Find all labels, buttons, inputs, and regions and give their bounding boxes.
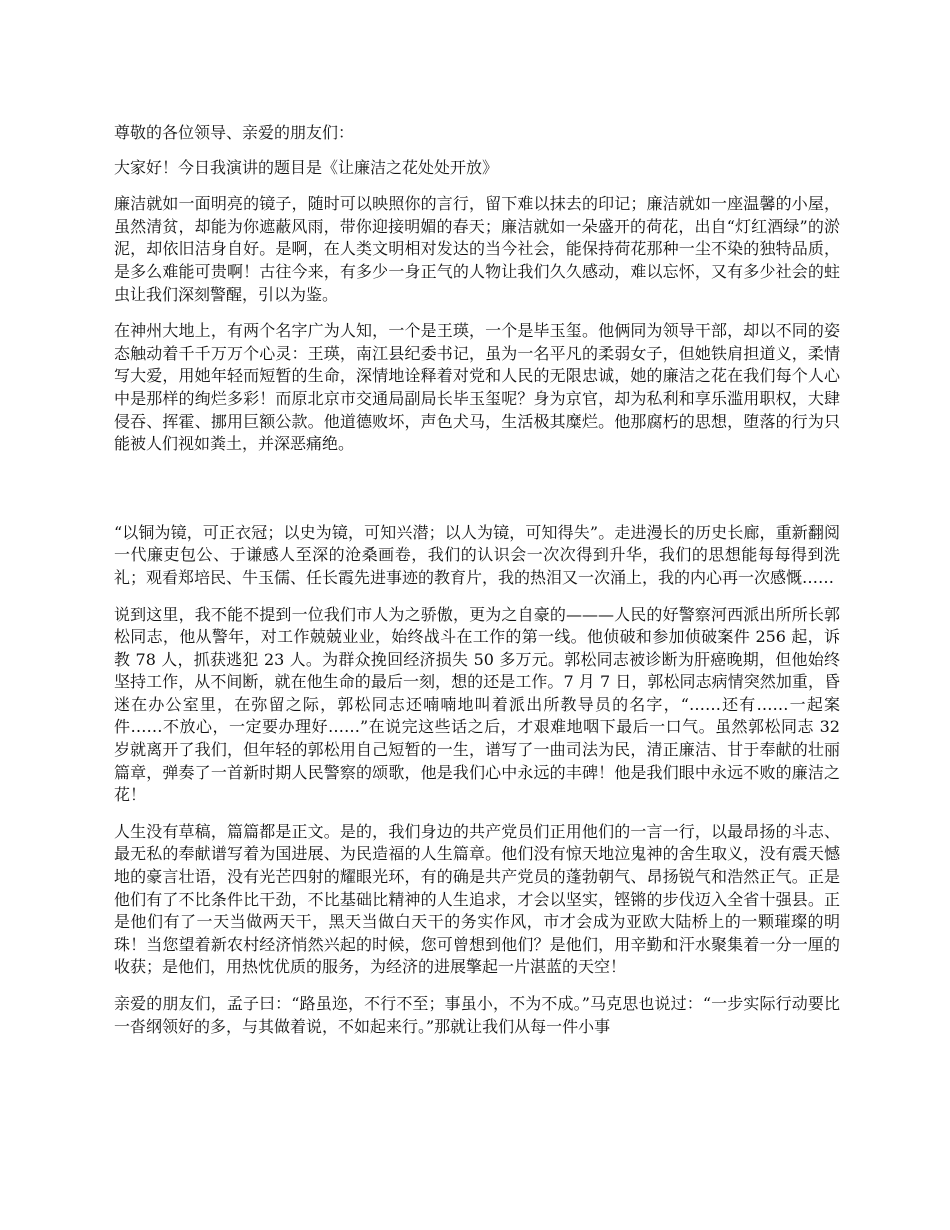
paragraph-guo-song: 说到这里，我不能不提到一位我们市人为之骄傲，更为之自豪的———人民的好警察河西派出所所长郭松同志，他从警年，对工作兢兢业业，始终战斗在工作的第一线。他侦破和参加侦破案件 256 起，诉教 78 人，抓获逃犯 23 人。为群众挽回经济损失 50 多万元。郭松同志被诊断为肝癌晚期，但他始终坚持工作，从不间断，就在他生命的最后一刻，想的还是工作。7 月 7 日，郭松同志病情突然加重，昏迷在办公室里，在弥留之际，郭松同志还喃喃地叫着派出所教导员的名字，“……还有……一起案件……不放心，一定要办理好……”在说完这些话之后，才艰难地咽下最后一口气。虽然郭松同志 32 岁就离开了我们，但年轻的郭松用自己短暂的一生，谱写了一曲司法为民，清正廉洁、甘于奉献的壮丽篇章，弹奏了一首新时期人民警察的颂歌，他是我们心中永远的丰碑！他是我们眼中永远不败的廉洁之花！ [114,604,840,805]
salutation: 尊敬的各位领导、亲爱的朋友们： [114,123,355,142]
paragraph-closing: 亲爱的朋友们，孟子曰：“路虽迩，不行不至；事虽小，不为不成。”马克思也说过：“一步实际行动要比一沓纲领好的多，与其做着说，不如起来行。”那就让我们从每一件小事 [114,994,840,1036]
document-body [114,122,840,1052]
paragraph-life-no-draft: 人生没有草稿，篇篇都是正文。是的，我们身边的共产党员们正用他们的一言一行，以最昂扬的斗志、最无私的奉献谱写着为国进展、为民造福的人生篇章。他们没有惊天地泣鬼神的舍生取义，没有震天憾地的豪言壮语，没有光芒四射的耀眼光环，有的确是共产党员的蓬勃朝气、昂扬锐气和浩然正气。正是他们有了不比条件比干劲，不比基础比精神的人生追求，才会以坚实，铿锵的步伐迈入全省十强县。正是他们有了一天当做两天干，黑天当做白天干的务实作风，市才会成为亚欧大陆桥上的一颗璀璨的明珠！当您望着新农村经济悄然兴起的时候，您可曾想到他们？是他们，用辛勤和汗水聚集着一分一厘的收获；是他们，用热忱优质的服务，为经济的进展擎起一片湛蓝的天空！ [114,821,840,977]
paragraph-mirror-quote: “以铜为镜，可正衣冠；以史为镜，可知兴潜；以人为镜，可知得失”。走进漫长的历史长廊，重新翻阅一代廉吏包公、于谦感人至深的沧桑画卷，我们的认识会一次次得到升华，我们的思想能每每得到洗礼；观看郑培民、牛玉儒、任长霞先进事迹的教育片，我的热泪又一次涌上，我的内心再一次感慨…… [114,522,840,587]
section-gap [114,470,840,522]
paragraph-mirror-metaphor: 廉洁就如一面明亮的镜子，随时可以映照你的言行，留下难以抹去的印记；廉洁就如一座温馨的小屋，虽然清贫，却能为你遮蔽风雨，带你迎接明媚的春天；廉洁就如一朵盛开的荷花，出自“灯红酒绿”的淤泥，却依旧洁身自好。是啊，在人类文明相对发达的当今社会，能保持荷花那种一尘不染的独特品质，是多么难能可贵啊！古往今来，有多少一身正气的人物让我们久久感动，难以忘怀，又有多少社会的蛀虫让我们深刻警醒，引以为鉴。 [114,194,840,304]
paragraph-two-names: 在神州大地上，有两个名字广为人知，一个是王瑛，一个是毕玉玺。他俩同为领导干部，却以不同的姿态触动着千千万万个心灵：王瑛，南江县纪委书记，虽为一名平凡的柔弱女子，但她铁肩担道义，柔情写大爱，用她年轻而短暂的生命，深情地诠释着对党和人民的无限忠诚，她的廉洁之花在我们每个人心中是那样的绚烂多彩！而原北京市交通局副局长毕玉玺呢？身为京官，却为私利和享乐滥用职权，大肆侵吞、挥霍、挪用巨额公款。他道德败坏，声色犬马，生活极其糜烂。他那腐朽的思想，堕落的行为只能被人们视如粪土，并深恶痛绝。 [114,321,840,454]
opening-line: 大家好！今日我演讲的题目是《让廉洁之花处处开放》 [114,157,499,177]
